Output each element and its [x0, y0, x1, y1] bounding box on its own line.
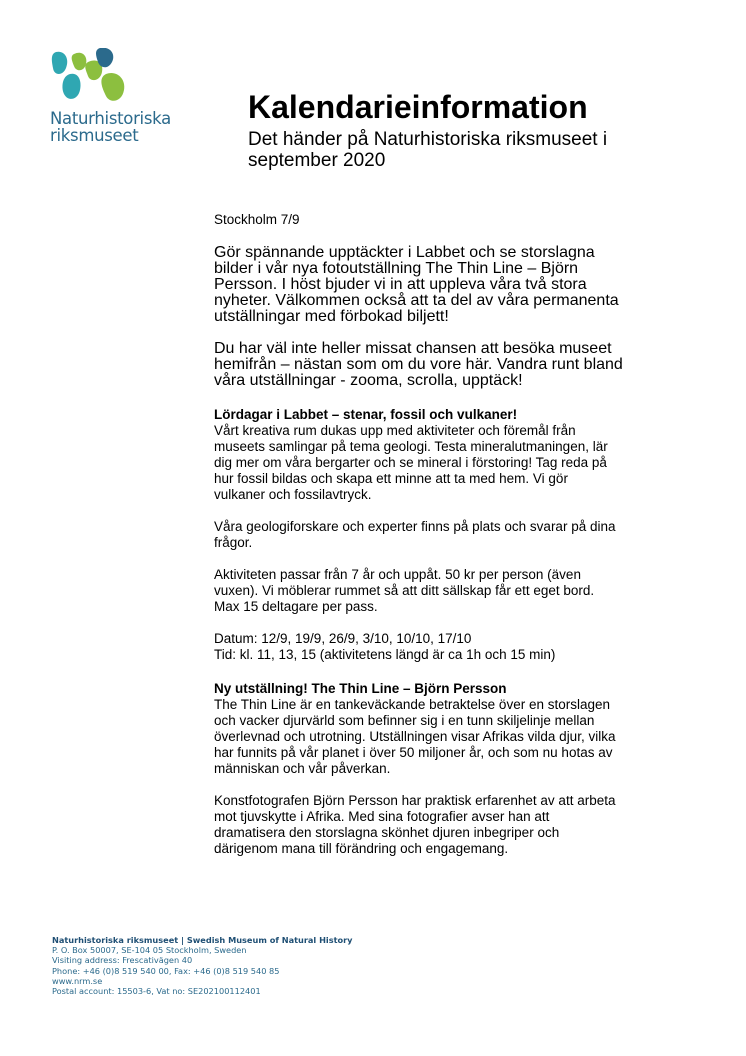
footer-contact [52, 935, 452, 996]
subtitle-line-2: september 2020 [248, 150, 386, 171]
text-line: överlevnad och utrotning. Utställningen visar Afrikas vilda djur, vilka [214, 729, 616, 744]
footer-website: www.nrm.se [52, 975, 103, 986]
text-line: Vårt kreativa rum dukas upp med aktiviteter och föremål från [214, 423, 576, 438]
footer-postal-account: Postal account: 15503-6, Vat no: SE202100112401 [52, 986, 261, 997]
footer-title: Naturhistoriska riksmuseet | Swedish Museum of Natural History [52, 935, 353, 945]
text-line: därigenom mana till förändring och engagemang. [214, 841, 509, 856]
text-line: dig mer om våra bergarter och se mineral i förstoring! Tag reda på [214, 455, 607, 470]
text-line: Konstfotografen Björn Persson har praktisk erfarenhet av att arbeta [214, 793, 616, 808]
labbet-paragraph-1 [214, 423, 676, 503]
document-body [214, 212, 676, 873]
subtitle-line-1: Det händer på Naturhistoriska riksmuseet i [248, 129, 608, 150]
section-heading-thin-line: Ny utställning! The Thin Line – Björn Persson [214, 681, 507, 696]
text-line: nyheter. Välkommen också att ta del av våra permanenta [214, 292, 619, 309]
section-heading-labbet: Lördagar i Labbet – stenar, fossil och vulkaner! [214, 407, 518, 422]
text-line: vuxen). Vi möblerar rummet så att ditt sällskap får ett eget bord. [214, 583, 595, 598]
text-line: Du har väl inte heller missat chansen att besöka museet [214, 340, 612, 357]
thin-line-paragraph-2 [214, 793, 676, 857]
logo-name-line2: riksmuseet [50, 126, 139, 145]
text-line: utställningar med förbokad biljett! [214, 308, 449, 325]
text-line: Gör spännande upptäckter i Labbet och se storslagna [214, 244, 595, 261]
text-line: Tid: kl. 11, 13, 15 (aktivitetens längd är ca 1h och 15 min) [214, 647, 556, 662]
footer-visiting-address: Visiting address: Frescativägen 40 [52, 955, 193, 966]
text-line: våra utställningar - zooma, scrolla, upptäck! [214, 372, 523, 389]
museum-logo [50, 48, 180, 144]
text-line: Max 15 deltagare per pass. [214, 599, 378, 614]
page-subtitle [248, 129, 688, 171]
text-line: mot tjuvskytte i Afrika. Med sina fotografier avser han att [214, 809, 550, 824]
text-line: människan och vår påverkan. [214, 761, 391, 776]
text-line: har funnits på vår planet i över 50 miljoner år, och som nu hotas av [214, 745, 613, 760]
text-line: dramatisera den storslagna skönhet djuren inbegriper och [214, 825, 560, 840]
text-line: museets samlingar på tema geologi. Testa mineralutmaningen, lär [214, 439, 608, 454]
logo-mark-icon [50, 48, 128, 104]
text-line: Datum: 12/9, 19/9, 26/9, 3/10, 10/10, 17/10 [214, 631, 472, 646]
document-header [248, 88, 688, 171]
page-title: Kalendarieinformation [248, 89, 588, 125]
labbet-paragraph-2 [214, 519, 676, 551]
text-line: bilder i vår nya fotoutställning The Thin Line – Björn [214, 260, 579, 277]
lead-paragraph-2 [214, 341, 676, 389]
text-line: och vacker djurvärld som befinner sig i en tunn skiljelinje mellan [214, 713, 595, 728]
dateline: Stockholm 7/9 [214, 212, 300, 227]
footer-address: P. O. Box 50007, SE-104 05 Stockholm, Sweden [52, 945, 247, 956]
logo-name-line1: Naturhistoriska [50, 109, 171, 128]
thin-line-paragraph-1 [214, 697, 676, 777]
text-line: The Thin Line är en tankeväckande betraktelse över en storslagen [214, 697, 610, 712]
text-line: frågor. [214, 535, 253, 550]
labbet-schedule [214, 631, 676, 663]
footer-phone: Phone: +46 (0)8 519 540 00, Fax: +46 (0)8 519 540 85 [52, 965, 280, 976]
labbet-paragraph-3 [214, 567, 676, 615]
lead-paragraph-1 [214, 245, 676, 325]
text-line: hemifrån – nästan som om du vore här. Vandra runt bland [214, 356, 623, 373]
text-line: Våra geologiforskare och experter finns på plats och svarar på dina [214, 519, 616, 534]
text-line: vulkaner och fossilavtryck. [214, 487, 372, 502]
text-line: Aktiviteten passar från 7 år och uppåt. 50 kr per person (även [214, 567, 581, 582]
text-line: hur fossil bildas och skapa ett minne att ta med hem. Vi gör [214, 471, 568, 486]
text-line: Persson. I höst bjuder vi in att uppleva våra två stora [214, 276, 587, 293]
